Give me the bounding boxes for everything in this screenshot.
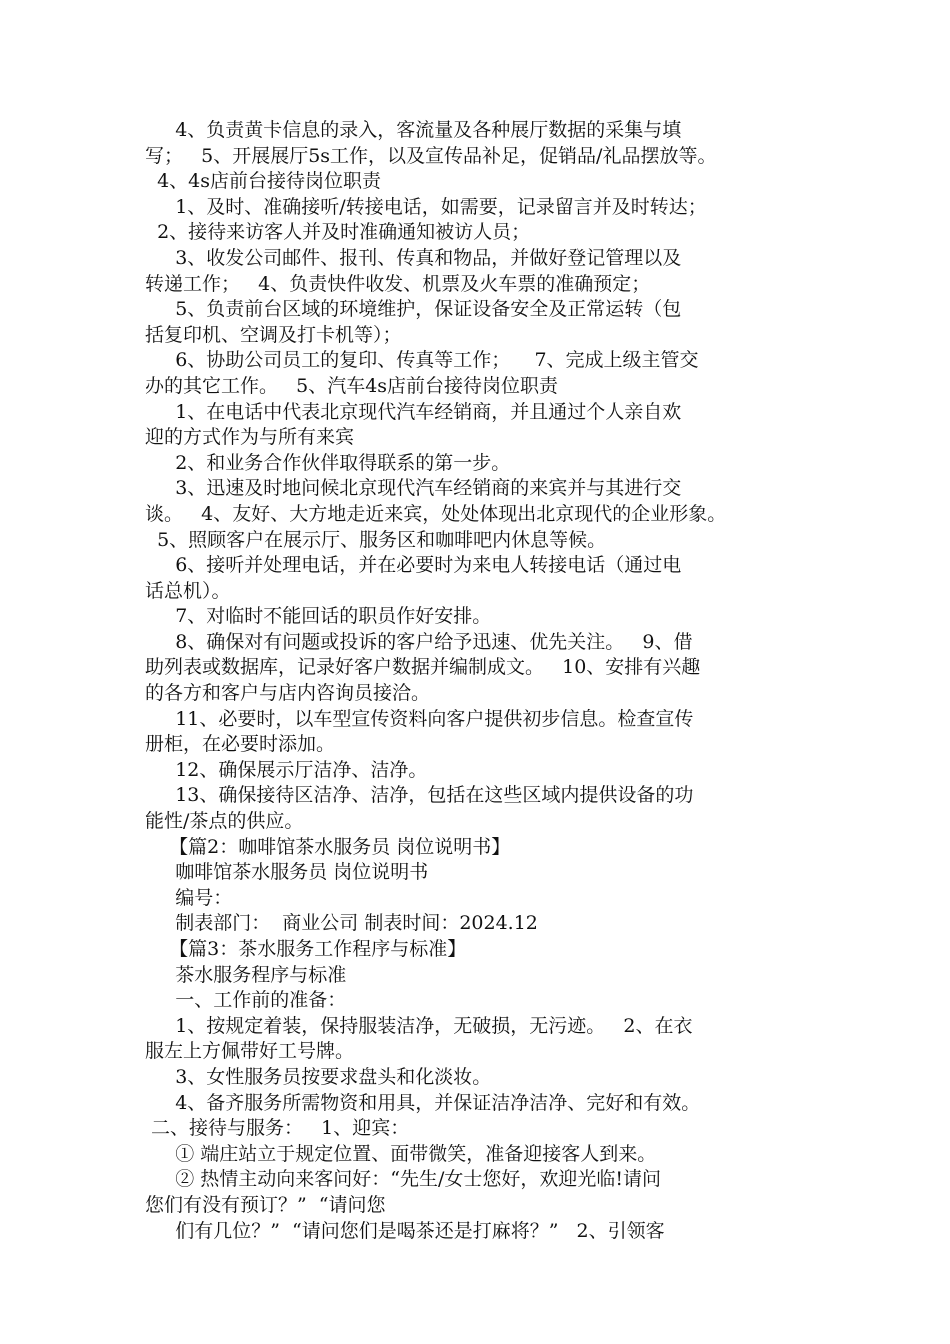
- text-line: 办的其它工作。 5、汽车4s店前台接待岗位职责: [145, 374, 559, 397]
- text-line: 4、备齐服务所需物资和用具，并保证洁净洁净、完好和有效。: [145, 1091, 701, 1114]
- text-line: 6、接听并处理电话，并在必要时为来电人转接电话（通过电: [145, 554, 682, 577]
- text-line: 写； 5、开展展厅5s工作，以及宣传品补足，促销品/礼品摆放等。: [145, 144, 717, 167]
- text-line: 们有几位？” “请问您们是喝茶还是打麻将？” 2、引领客: [145, 1219, 665, 1242]
- text-line: 迎的方式作为与所有来宾: [145, 426, 355, 449]
- text-line: 3、迅速及时地问候北京现代汽车经销商的来宾并与其进行交: [145, 477, 682, 500]
- text-line: 3、女性服务员按要求盘头和化淡妆。: [145, 1065, 492, 1088]
- text-line: 能性/茶点的供应。: [145, 810, 304, 833]
- text-line: 5、负责前台区域的环境维护，保证设备安全及正常运转（包: [145, 298, 682, 321]
- text-line: 13、确保接待区洁净、洁净，包括在这些区域内提供设备的功: [145, 784, 694, 807]
- text-line: 3、收发公司邮件、报刊、传真和物品，并做好登记管理以及: [145, 246, 682, 269]
- text-line: 11、必要时，以车型宣传资料向客户提供初步信息。检查宣传: [145, 707, 694, 730]
- text-line: 助列表或数据库，记录好客户数据并编制成文。 10、安排有兴趣: [145, 656, 701, 679]
- text-line: 【篇3：茶水服务工作程序与标准】: [145, 938, 467, 960]
- text-line: 转递工作； 4、负责快件收发、机票及火车票的准确预定；: [145, 272, 651, 295]
- text-line: 括复印机、空调及打卡机等）；: [145, 323, 402, 346]
- text-line: 8、确保对有问题或投诉的客户给予迅速、优先关注。 9、借: [145, 630, 693, 653]
- text-line: 茶水服务程序与标准: [145, 963, 347, 986]
- text-line: ② 热情主动向来客问好：“先生/女士您好，欢迎光临!请问: [145, 1168, 661, 1191]
- text-line: 册柜，在必要时添加。: [145, 733, 336, 756]
- text-line: 1、及时、准确接听/转接电话，如需要，记录留言并及时转达；: [145, 195, 707, 218]
- text-line: 一、工作前的准备：: [145, 989, 347, 1012]
- text-line: 4、负责黄卡信息的录入，客流量及各种展厅数据的采集与填: [145, 119, 682, 141]
- text-line: 的各方和客户与店内咨询员接洽。: [145, 682, 431, 705]
- text-line: 2、接待来访客人并及时准确通知被访人员；: [145, 221, 531, 244]
- text-line: 1、在电话中代表北京现代汽车经销商，并且通过个人亲自欢: [145, 400, 682, 423]
- text-line: ① 端庄站立于规定位置、面带微笑，准备迎接客人到来。: [145, 1142, 657, 1165]
- text-line: 【篇2：咖啡馆茶水服务员 岗位说明书】: [145, 835, 511, 858]
- text-line: 咖啡馆茶水服务员 岗位说明书: [145, 861, 429, 884]
- text-line: 二、接待与服务： 1、迎宾：: [145, 1117, 410, 1140]
- text-line: 5、照顾客户在展示厅、服务区和咖啡吧内休息等候。: [145, 528, 607, 551]
- text-line: 1、按规定着装，保持服装洁净，无破损，无污迹。 2、在衣: [145, 1014, 693, 1037]
- document-body: [145, 118, 825, 1244]
- text-line: 您们有没有预订？” “请问您: [145, 1193, 386, 1216]
- text-line: 12、确保展示厅洁净、洁净。: [145, 758, 428, 781]
- text-line: 服左上方佩带好工号牌。: [145, 1040, 355, 1063]
- text-line: 制表部门： 商业公司 制表时间：2024.12: [145, 912, 538, 935]
- text-line: 2、和业务合作伙伴取得联系的第一步。: [145, 451, 511, 474]
- text-line: 7、对临时不能回话的职员作好安排。: [145, 605, 492, 628]
- text-line: 编号：: [145, 886, 233, 909]
- text-line: 谈。 4、友好、大方地走近来宾，处处体现出北京现代的企业形象。: [145, 502, 727, 525]
- text-line: 话总机）。: [145, 579, 231, 602]
- text-line: 4、4s店前台接待岗位职责: [145, 170, 382, 193]
- text-line: 6、协助公司员工的复印、传真等工作； 7、完成上级主管交: [145, 349, 699, 372]
